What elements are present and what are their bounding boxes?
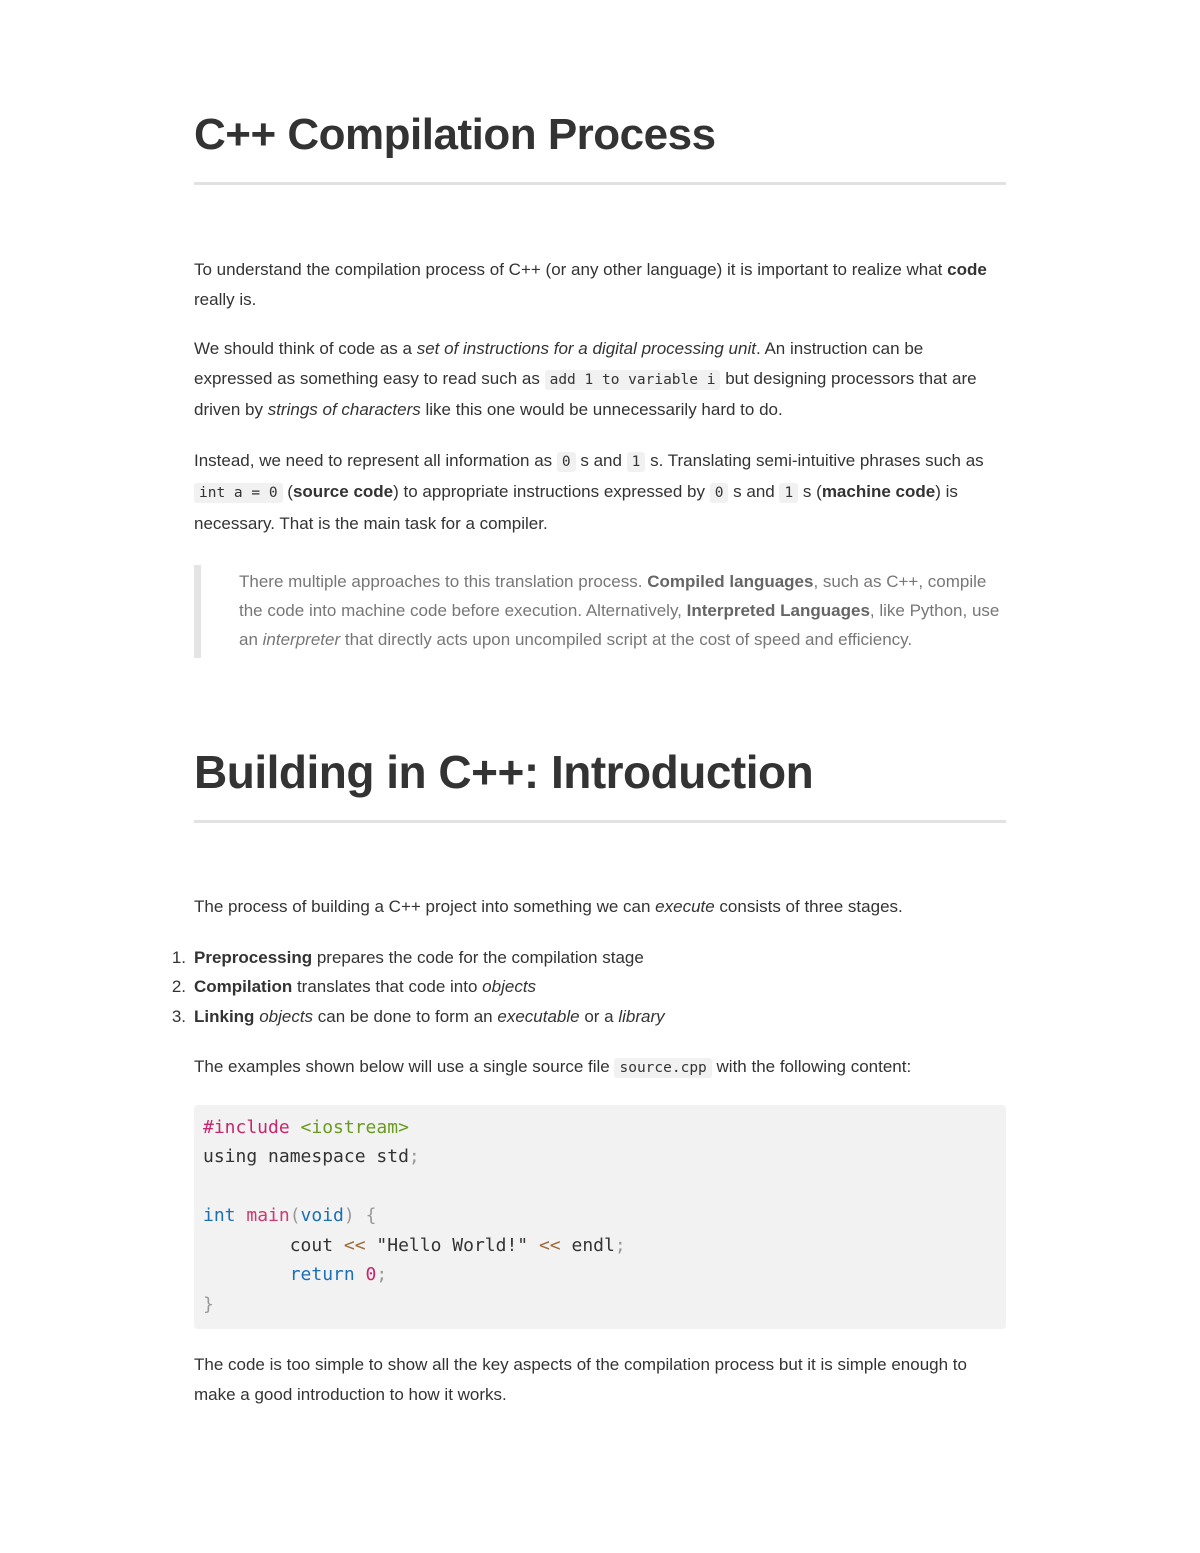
inline-code: 1: [779, 483, 798, 503]
stages-list: [171, 943, 1006, 1032]
heading-rule: [194, 182, 1006, 185]
inline-code: add 1 to variable i: [545, 370, 721, 390]
inline-code: 0: [557, 452, 576, 472]
paragraph-instructions: We should think of code as a set of instructions for a digital processing unit. An instruction can be expressed as something easy to read such as add 1 to variable i but designing processors that are driven by strings of characters like this one would be unnecessarily hard to do.: [194, 339, 977, 419]
heading-rule: [194, 820, 1006, 823]
list-item: 1. Preprocessing prepares the code for the compilation stage: [171, 947, 644, 967]
list-item: 2. Compilation translates that code into objects: [171, 977, 537, 996]
paragraph-closing: The code is too simple to show all the key aspects of the compilation process but it is simple enough to make a good introduction to how it works.: [194, 1355, 967, 1404]
inline-code-filename: source.cpp: [614, 1058, 711, 1078]
paragraph-stages: The process of building a C++ project into something we can execute consists of three stages.: [194, 897, 903, 916]
inline-code: int a = 0: [194, 483, 283, 503]
document-content: [171, 108, 1006, 1409]
list-item: 3. Linking objects can be done to form an executable or a library: [171, 1006, 665, 1026]
heading-building-intro: Building in C++: Introduction: [194, 746, 814, 798]
inline-code: 1: [627, 452, 646, 472]
paragraph-code-intro: To understand the compilation process of C++ (or any other language) it is important to realize what code really is.: [194, 260, 987, 309]
inline-code: 0: [710, 483, 729, 503]
blockquote-approaches: [194, 565, 1006, 658]
paragraph-binary: Instead, we need to represent all information as 0 s and 1 s. Translating semi-intuitive phrases such as int a = 0 (source code) to appropriate instructions expressed by 0 s and 1 s (machine code) is necessary. That is the main task for a compiler.: [194, 450, 984, 533]
quote-text: There multiple approaches to this translation process. Compiled languages, such as C++, compile the code into machine code before execution. Alternatively, Interpreted Languages, like Python, use an interpreter that directly acts upon uncompiled script at the cost of speed and efficiency.: [239, 572, 1000, 649]
code-block: #include <iostream> using namespace std; int main(void) { cout << "Hello World!" << endl; return 0; }: [194, 1105, 1006, 1330]
paragraph-example-file: The examples shown below will use a single source file source.cpp with the following content:: [194, 1057, 912, 1076]
heading-compilation-process: C++ Compilation Process: [194, 110, 716, 159]
bold-code: code: [947, 260, 987, 279]
